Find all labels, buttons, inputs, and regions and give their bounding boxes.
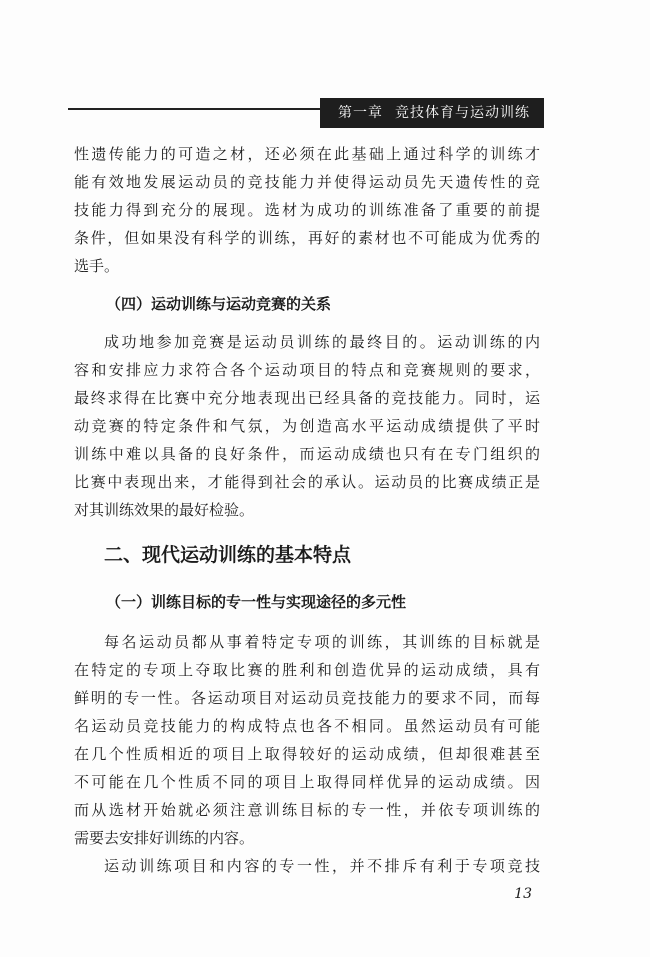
text-line: 条件，但如果没有科学的训练，再好的素材也不可能成为优秀的 bbox=[74, 229, 540, 247]
text-line: 运动训练项目和内容的专一性，并不排斥有利于专项竞技 bbox=[104, 857, 540, 875]
text-line: 选手。 bbox=[74, 257, 120, 275]
text-line: 对其训练效果的最好检验。 bbox=[74, 501, 255, 519]
section-heading: （四）运动训练与运动竞赛的关系 bbox=[106, 295, 332, 313]
text-line: 比赛中表现出来，才能得到社会的承认。运动员的比赛成绩正是 bbox=[74, 473, 540, 491]
text-line: 需要去安排好训练的内容。 bbox=[74, 829, 255, 847]
text-line: 容和安排应力求符合各个运动项目的特点和竞赛规则的要求， bbox=[74, 361, 540, 379]
text-line: 最终求得在比赛中充分地表现出已经具备的竞技能力。同时，运 bbox=[74, 389, 540, 407]
text-line: 在特定的专项上夺取比赛的胜利和创造优异的运动成绩，具有 bbox=[74, 661, 540, 679]
text-line: 训练中难以具备的良好条件，而运动成绩也只有在专门组织的 bbox=[74, 445, 540, 463]
text-line: 不可能在几个性质不同的项目上取得同样优异的运动成绩。因 bbox=[74, 773, 540, 791]
text-line: 性遗传能力的可造之材，还必须在此基础上通过科学的训练才 bbox=[74, 145, 540, 163]
chapter-section-heading: 二、现代运动训练的基本特点 bbox=[104, 544, 352, 566]
chapter-label: 第一章 bbox=[338, 105, 383, 121]
text-line: 在几个性质相近的项目上取得较好的运动成绩，但却很难甚至 bbox=[74, 745, 540, 763]
section-heading: （一）训练目标的专一性与实现途径的多元性 bbox=[106, 593, 407, 611]
page-number: 13 bbox=[514, 886, 532, 902]
text-line: 名运动员竞技能力的构成特点也各不相同。虽然运动员有可能 bbox=[74, 717, 540, 735]
body-text bbox=[74, 140, 540, 880]
chapter-title: 竞技体育与运动训练 bbox=[395, 105, 530, 121]
text-line: 而从选材开始就必须注意训练目标的专一性，并依专项训练的 bbox=[74, 801, 540, 819]
text-line: 动竞赛的特定条件和气氛，为创造高水平运动成绩提供了平时 bbox=[74, 417, 540, 435]
text-line: 每名运动员都从事着特定专项的训练，其训练的目标就是 bbox=[104, 633, 540, 651]
text-line: 鲜明的专一性。各运动项目对运动员竞技能力的要求不同，而每 bbox=[74, 689, 540, 707]
text-line: 能有效地发展运动员的竞技能力并使得运动员先天遗传性的竞 bbox=[74, 173, 540, 191]
running-header bbox=[320, 98, 544, 128]
text-line: 成功地参加竞赛是运动员训练的最终目的。运动训练的内 bbox=[104, 333, 540, 351]
text-line: 技能力得到充分的展现。选材为成功的训练准备了重要的前提 bbox=[74, 201, 540, 219]
